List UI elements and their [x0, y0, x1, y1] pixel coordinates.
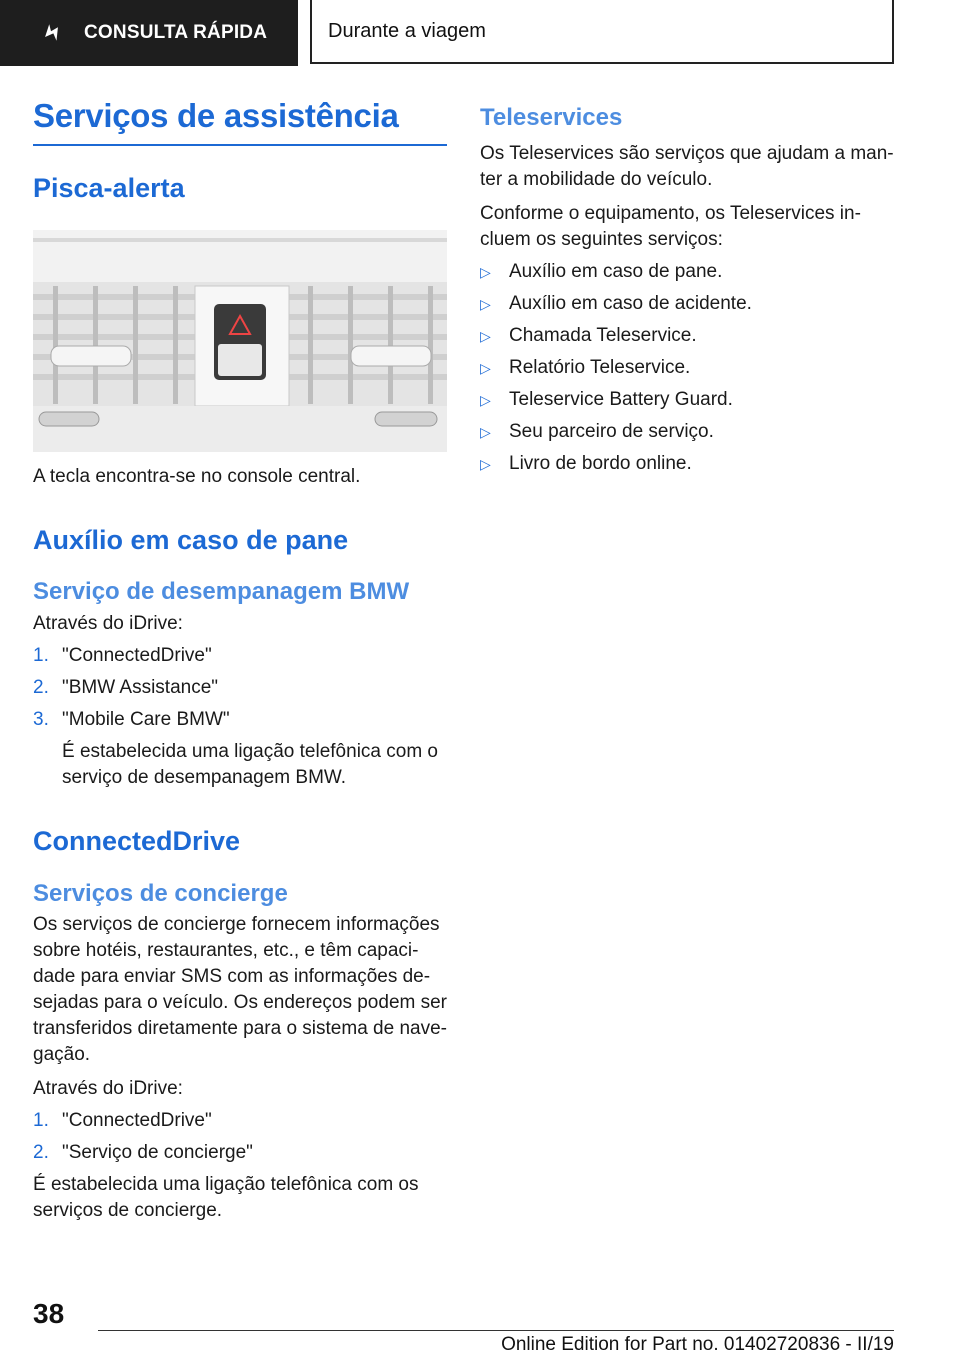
list-item: ▷ Livro de bordo online. [480, 451, 894, 477]
teleservices-list [480, 259, 894, 477]
edition-text: Online Edition for Part no. 01402720836 - II/19 [501, 1334, 894, 1355]
bullet-icon: ▷ [480, 359, 491, 376]
bullet-icon: ▷ [480, 327, 491, 344]
list-item: ▷ Seu parceiro de serviço. [480, 419, 894, 445]
concierge-subheading: Serviços de concierge [33, 879, 288, 907]
teleservices-heading: Teleservices [480, 104, 623, 131]
footer-divider [98, 1330, 894, 1331]
quick-reference-icon [40, 21, 70, 45]
right-column [480, 96, 894, 477]
list-item: 3. "Mobile Care BMW" [33, 709, 230, 731]
concierge-steps [33, 1108, 447, 1166]
bullet-icon: ▷ [480, 391, 491, 408]
breakdown-subheading: Serviço de desempanagem BMW [33, 578, 410, 606]
section-header [310, 0, 894, 64]
list-item: ▷ Auxílio em caso de acidente. [480, 291, 894, 317]
hazard-heading: Pisca-alerta [33, 172, 185, 203]
bullet-icon: ▷ [480, 263, 491, 280]
section-title: Durante a viagem [328, 19, 486, 42]
list-item: 2. "Serviço de concierge" [33, 1142, 253, 1164]
list-item: ▷ Teleservice Battery Guard. [480, 387, 894, 413]
list-item: 1. "ConnectedDrive" [33, 1110, 212, 1132]
bullet-icon: ▷ [480, 295, 491, 312]
breakdown-result: É estabelecida uma ligação telefônica com o serviço de desempanagem BMW. [62, 741, 439, 789]
list-item: 2. "BMW Assistance" [33, 677, 219, 699]
hazard-caption: A tecla encontra-se no console central. [33, 465, 361, 487]
list-item: ▷ Relatório Teleservice. [480, 355, 894, 381]
list-item: 1. "ConnectedDrive" [33, 645, 212, 667]
page-number: 38 [33, 1298, 65, 1329]
breakdown-heading: Auxílio em caso de pane [33, 524, 349, 555]
quick-reference-label: CONSULTA RÁPIDA [84, 22, 268, 43]
connected-heading: ConnectedDrive [33, 826, 241, 857]
bullet-icon: ▷ [480, 455, 491, 472]
concierge-body: Os serviços de concierge fornecem informações sobre hotéis, restaurantes, etc., e têm capacidade para enviar SMS com as informações desejadas para o veículo. Os endereços podem ser transferidos diretamente para o sistema de navegação. [33, 914, 448, 1066]
page-title: Serviços de assistência [33, 96, 447, 146]
breakdown-steps [33, 643, 447, 733]
hazard-button-image [33, 230, 447, 452]
teleservices-p2: Conforme o equipamento, os Teleservices incluem os seguintes serviços: [480, 202, 861, 250]
concierge-result: É estabelecida uma ligação telefônica com os serviços de concierge. [33, 1174, 419, 1222]
teleservices-p1: Os Teleservices são serviços que ajudam a manter a mobilidade do veículo. [480, 142, 894, 190]
breakdown-intro: Através do iDrive: [33, 613, 183, 635]
list-item: ▷ Chamada Teleservice. [480, 323, 894, 349]
bullet-icon: ▷ [480, 423, 491, 440]
quick-reference-tab[interactable] [0, 0, 298, 66]
left-column [33, 96, 447, 1224]
concierge-intro: Através do iDrive: [33, 1078, 183, 1100]
list-item: ▷ Auxílio em caso de pane. [480, 259, 894, 285]
